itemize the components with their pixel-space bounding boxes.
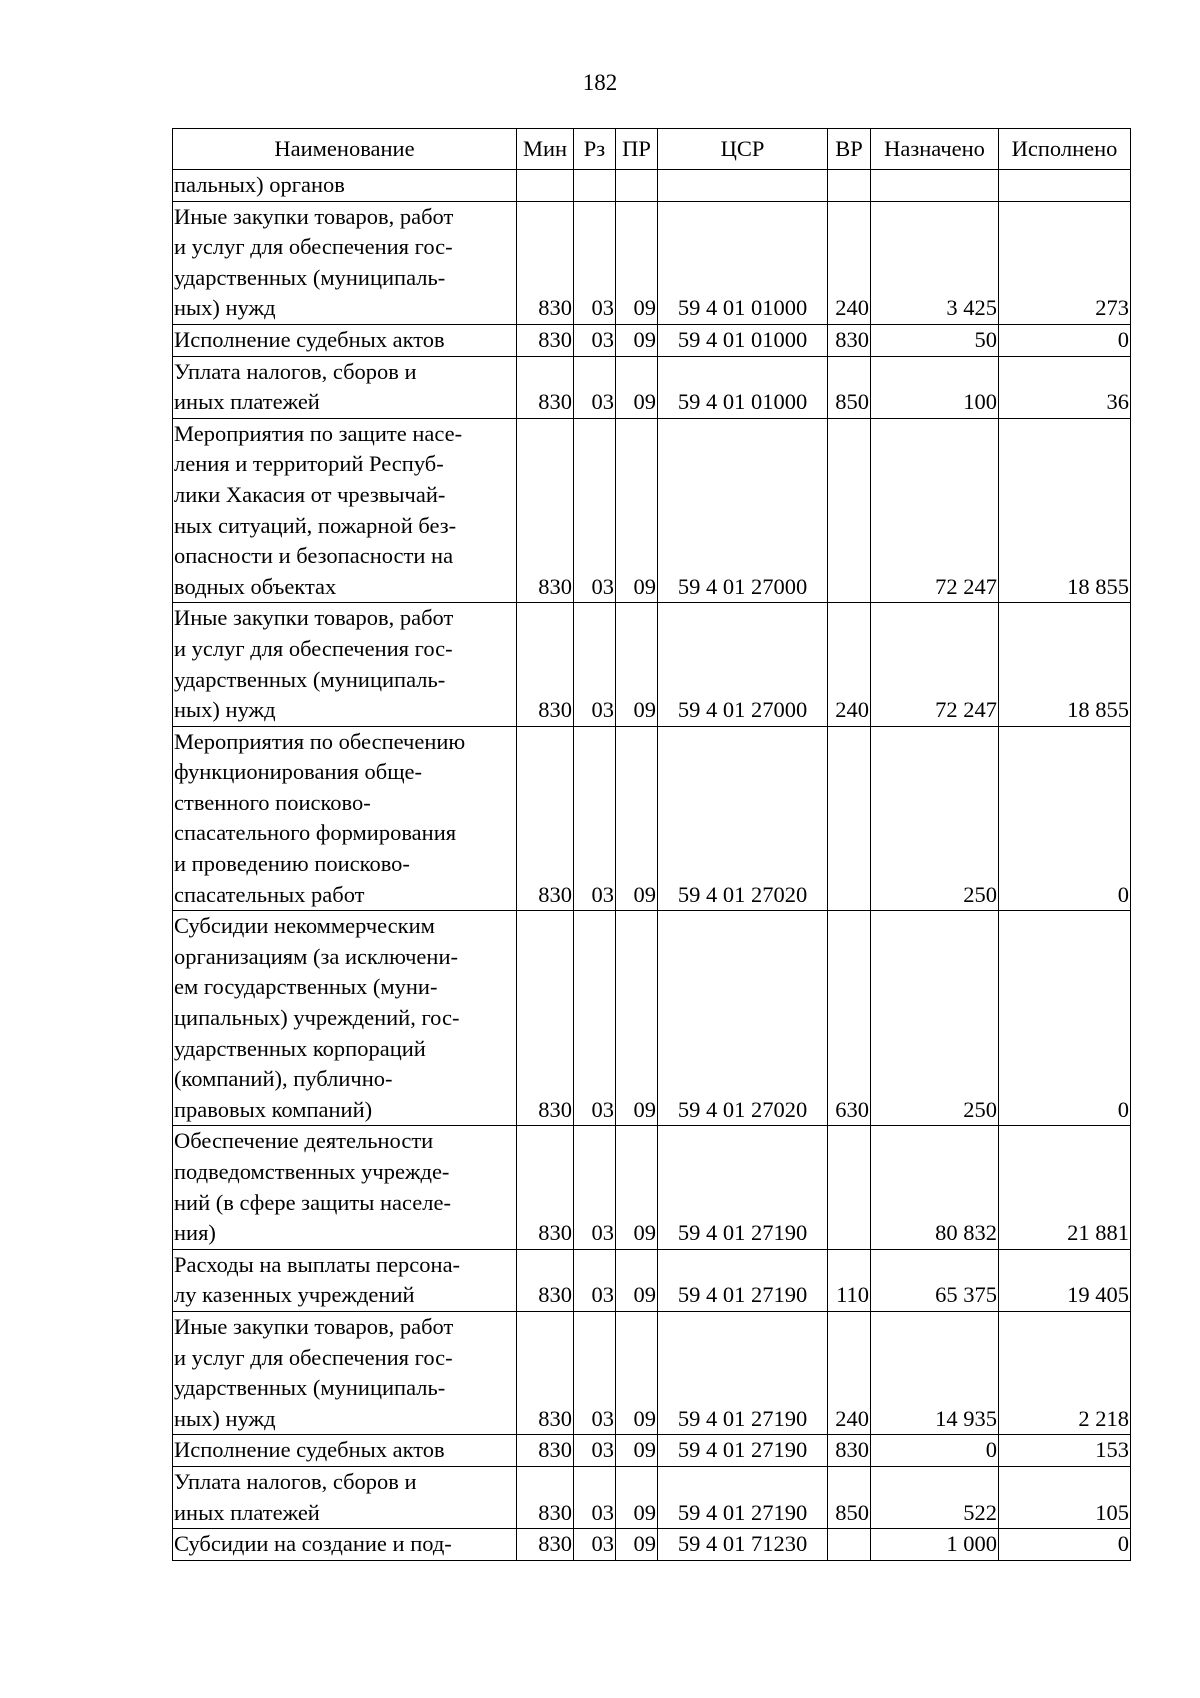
name-line: опасности и безопасности на bbox=[174, 543, 454, 569]
cell-vr: 240 bbox=[828, 1311, 871, 1434]
cell-rz: 03 bbox=[574, 1311, 616, 1434]
cell-pr: 09 bbox=[616, 356, 658, 418]
cell-vr bbox=[828, 1126, 871, 1249]
name-line: ударственных (муниципаль- bbox=[174, 1375, 446, 1401]
cell-pr: 09 bbox=[616, 201, 658, 324]
cell-min: 830 bbox=[517, 418, 574, 603]
name-line: (компаний), публично- bbox=[174, 1066, 393, 1092]
cell-assigned: 72 247 bbox=[871, 603, 999, 726]
cell-min: 830 bbox=[517, 911, 574, 1126]
cell-rz bbox=[574, 170, 616, 202]
cell-csr bbox=[658, 170, 828, 202]
cell-pr: 09 bbox=[616, 1311, 658, 1434]
header-vr: ВР bbox=[828, 129, 871, 170]
cell-name bbox=[173, 201, 517, 324]
cell-csr: 59 4 01 27020 bbox=[658, 911, 828, 1126]
cell-pr: 09 bbox=[616, 324, 658, 356]
name-line: ных) нужд bbox=[174, 295, 276, 321]
header-name: Наименование bbox=[173, 129, 517, 170]
name-line: лики Хакасия от чрезвычай- bbox=[174, 481, 446, 507]
cell-vr: 850 bbox=[828, 356, 871, 418]
table-row bbox=[173, 726, 1131, 911]
cell-pr: 09 bbox=[616, 726, 658, 911]
cell-csr: 59 4 01 27190 bbox=[658, 1466, 828, 1528]
name-line: подведомственных учрежде- bbox=[174, 1159, 450, 1184]
table-row bbox=[173, 603, 1131, 726]
header-pr: ПР bbox=[616, 129, 658, 170]
name-line: Уплата налогов, сборов и bbox=[174, 358, 417, 384]
name-line: и услуг для обеспечения гос- bbox=[174, 234, 453, 260]
cell-pr: 09 bbox=[616, 1435, 658, 1467]
table-row bbox=[173, 911, 1131, 1126]
name-line: ударственных (муниципаль- bbox=[174, 666, 446, 692]
cell-assigned: 250 bbox=[871, 911, 999, 1126]
name-line: пальных) органов bbox=[174, 172, 345, 197]
cell-vr: 240 bbox=[828, 201, 871, 324]
name-line: ний (в сфере защиты населе- bbox=[174, 1189, 451, 1215]
name-line: иных платежей bbox=[174, 1499, 320, 1525]
name-line: ударственных (муниципаль- bbox=[174, 264, 446, 290]
cell-assigned: 1 000 bbox=[871, 1529, 999, 1561]
name-line: иных платежей bbox=[174, 389, 320, 415]
cell-rz: 03 bbox=[574, 603, 616, 726]
cell-name bbox=[173, 1249, 517, 1311]
cell-vr: 830 bbox=[828, 1435, 871, 1467]
cell-name bbox=[173, 324, 517, 356]
cell-assigned bbox=[871, 170, 999, 202]
cell-executed: 153 bbox=[999, 1435, 1131, 1467]
table-row bbox=[173, 356, 1131, 418]
cell-min: 830 bbox=[517, 1126, 574, 1249]
cell-csr: 59 4 01 27020 bbox=[658, 726, 828, 911]
name-line: ных ситуаций, пожарной без- bbox=[174, 512, 457, 538]
header-min: Мин bbox=[517, 129, 574, 170]
table-body bbox=[173, 170, 1131, 1561]
cell-csr: 59 4 01 27190 bbox=[658, 1126, 828, 1249]
cell-min: 830 bbox=[517, 1529, 574, 1561]
name-line: правовых компаний) bbox=[174, 1096, 373, 1122]
cell-csr: 59 4 01 27190 bbox=[658, 1249, 828, 1311]
cell-rz: 03 bbox=[574, 726, 616, 911]
cell-assigned: 72 247 bbox=[871, 418, 999, 603]
table-row bbox=[173, 324, 1131, 356]
table-header bbox=[173, 129, 1131, 170]
cell-name bbox=[173, 603, 517, 726]
cell-vr bbox=[828, 170, 871, 202]
cell-vr: 850 bbox=[828, 1466, 871, 1528]
cell-name bbox=[173, 1435, 517, 1467]
cell-executed: 0 bbox=[999, 324, 1131, 356]
name-line: ных) нужд bbox=[174, 697, 276, 723]
header-row bbox=[173, 129, 1131, 170]
header-executed: Исполнено bbox=[999, 129, 1131, 170]
cell-rz: 03 bbox=[574, 1126, 616, 1249]
table-row bbox=[173, 1435, 1131, 1467]
cell-rz: 03 bbox=[574, 1249, 616, 1311]
cell-name bbox=[173, 1529, 517, 1561]
page-number: 182 bbox=[582, 70, 618, 95]
table-row bbox=[173, 1466, 1131, 1528]
cell-assigned: 65 375 bbox=[871, 1249, 999, 1311]
name-line: Субсидии на создание и под- bbox=[174, 1531, 452, 1557]
cell-min: 830 bbox=[517, 1435, 574, 1467]
cell-csr: 59 4 01 01000 bbox=[658, 201, 828, 324]
table-row bbox=[173, 1126, 1131, 1249]
name-line: Уплата налогов, сборов и bbox=[174, 1468, 417, 1494]
cell-csr: 59 4 01 01000 bbox=[658, 356, 828, 418]
cell-vr bbox=[828, 418, 871, 603]
cell-assigned: 14 935 bbox=[871, 1311, 999, 1434]
table-row bbox=[173, 1529, 1131, 1561]
header-csr: ЦСР bbox=[658, 129, 828, 170]
cell-rz: 03 bbox=[574, 418, 616, 603]
name-line: ем государственных (муни- bbox=[174, 974, 438, 1000]
cell-name bbox=[173, 356, 517, 418]
cell-executed: 18 855 bbox=[999, 603, 1131, 726]
cell-csr: 59 4 01 27190 bbox=[658, 1311, 828, 1434]
cell-assigned: 522 bbox=[871, 1466, 999, 1528]
cell-min: 830 bbox=[517, 1311, 574, 1434]
cell-csr: 59 4 01 27190 bbox=[658, 1435, 828, 1467]
table-row bbox=[173, 418, 1131, 603]
cell-pr: 09 bbox=[616, 911, 658, 1126]
name-line: Субсидии некоммерческим bbox=[174, 913, 435, 939]
name-line: функционирования обще- bbox=[174, 759, 423, 785]
cell-rz: 03 bbox=[574, 201, 616, 324]
header-rz: Рз bbox=[574, 129, 616, 170]
cell-min: 830 bbox=[517, 324, 574, 356]
budget-table bbox=[172, 128, 1131, 1561]
cell-min bbox=[517, 170, 574, 202]
name-line: спасательных работ bbox=[174, 881, 365, 907]
cell-name bbox=[173, 1126, 517, 1249]
cell-vr: 630 bbox=[828, 911, 871, 1126]
name-line: ударственных корпораций bbox=[174, 1035, 426, 1061]
cell-pr: 09 bbox=[616, 1466, 658, 1528]
cell-executed: 19 405 bbox=[999, 1249, 1131, 1311]
cell-min: 830 bbox=[517, 201, 574, 324]
cell-executed: 273 bbox=[999, 201, 1131, 324]
name-line: водных объектах bbox=[174, 573, 337, 599]
cell-name bbox=[173, 1311, 517, 1434]
cell-rz: 03 bbox=[574, 1466, 616, 1528]
cell-vr bbox=[828, 1529, 871, 1561]
name-line: Иные закупки товаров, работ bbox=[174, 1313, 454, 1339]
cell-vr: 240 bbox=[828, 603, 871, 726]
cell-assigned: 50 bbox=[871, 324, 999, 356]
cell-name bbox=[173, 1466, 517, 1528]
name-line: и услуг для обеспечения гос- bbox=[174, 1344, 453, 1370]
cell-csr: 59 4 01 01000 bbox=[658, 324, 828, 356]
cell-pr bbox=[616, 170, 658, 202]
cell-pr: 09 bbox=[616, 418, 658, 603]
cell-executed: 18 855 bbox=[999, 418, 1131, 603]
name-line: ных) нужд bbox=[174, 1405, 276, 1431]
cell-assigned: 80 832 bbox=[871, 1126, 999, 1249]
cell-name bbox=[173, 911, 517, 1126]
name-line: ния) bbox=[174, 1220, 216, 1246]
cell-rz: 03 bbox=[574, 911, 616, 1126]
cell-min: 830 bbox=[517, 356, 574, 418]
table-row bbox=[173, 170, 1131, 202]
table-row bbox=[173, 201, 1131, 324]
cell-rz: 03 bbox=[574, 1435, 616, 1467]
cell-assigned: 100 bbox=[871, 356, 999, 418]
cell-assigned: 3 425 bbox=[871, 201, 999, 324]
name-line: и услуг для обеспечения гос- bbox=[174, 635, 453, 661]
cell-executed: 0 bbox=[999, 911, 1131, 1126]
cell-executed: 2 218 bbox=[999, 1311, 1131, 1434]
cell-min: 830 bbox=[517, 603, 574, 726]
cell-executed: 105 bbox=[999, 1466, 1131, 1528]
cell-pr: 09 bbox=[616, 1529, 658, 1561]
name-line: организациям (за исключени- bbox=[174, 943, 458, 969]
name-line: ципальных) учреждений, гос- bbox=[174, 1005, 460, 1031]
name-line: ления и территорий Респуб- bbox=[174, 451, 444, 477]
name-line: Иные закупки товаров, работ bbox=[174, 203, 454, 229]
cell-pr: 09 bbox=[616, 1249, 658, 1311]
cell-vr bbox=[828, 726, 871, 911]
cell-min: 830 bbox=[517, 1249, 574, 1311]
cell-assigned: 0 bbox=[871, 1435, 999, 1467]
name-line: Обеспечение деятельности bbox=[174, 1128, 434, 1154]
name-line: Исполнение судебных актов bbox=[174, 326, 445, 352]
cell-rz: 03 bbox=[574, 356, 616, 418]
cell-pr: 09 bbox=[616, 1126, 658, 1249]
cell-executed bbox=[999, 170, 1131, 202]
header-assigned: Назначено bbox=[871, 129, 999, 170]
name-line: лу казенных учреждений bbox=[174, 1282, 415, 1308]
name-line: спасательного формирования bbox=[174, 820, 457, 846]
cell-executed: 0 bbox=[999, 726, 1131, 911]
name-line: Мероприятия по обеспечению bbox=[174, 728, 466, 754]
cell-csr: 59 4 01 27000 bbox=[658, 603, 828, 726]
name-line: Исполнение судебных актов bbox=[174, 1437, 445, 1463]
table-row bbox=[173, 1249, 1131, 1311]
cell-min: 830 bbox=[517, 726, 574, 911]
cell-name bbox=[173, 726, 517, 911]
cell-name bbox=[173, 418, 517, 603]
name-line: Иные закупки товаров, работ bbox=[174, 605, 454, 631]
name-line: Расходы на выплаты персона- bbox=[174, 1251, 461, 1277]
name-line: Мероприятия по защите насе- bbox=[174, 420, 463, 446]
name-line: ственного поисково- bbox=[174, 789, 371, 815]
cell-csr: 59 4 01 27000 bbox=[658, 418, 828, 603]
cell-vr: 110 bbox=[828, 1249, 871, 1311]
cell-executed: 36 bbox=[999, 356, 1131, 418]
cell-name bbox=[173, 170, 517, 202]
cell-executed: 0 bbox=[999, 1529, 1131, 1561]
cell-executed: 21 881 bbox=[999, 1126, 1131, 1249]
cell-csr: 59 4 01 71230 bbox=[658, 1529, 828, 1561]
cell-rz: 03 bbox=[574, 324, 616, 356]
cell-min: 830 bbox=[517, 1466, 574, 1528]
table-row bbox=[173, 1311, 1131, 1434]
cell-pr: 09 bbox=[616, 603, 658, 726]
cell-vr: 830 bbox=[828, 324, 871, 356]
name-line: и проведению поисково- bbox=[174, 851, 410, 877]
cell-rz: 03 bbox=[574, 1529, 616, 1561]
cell-assigned: 250 bbox=[871, 726, 999, 911]
